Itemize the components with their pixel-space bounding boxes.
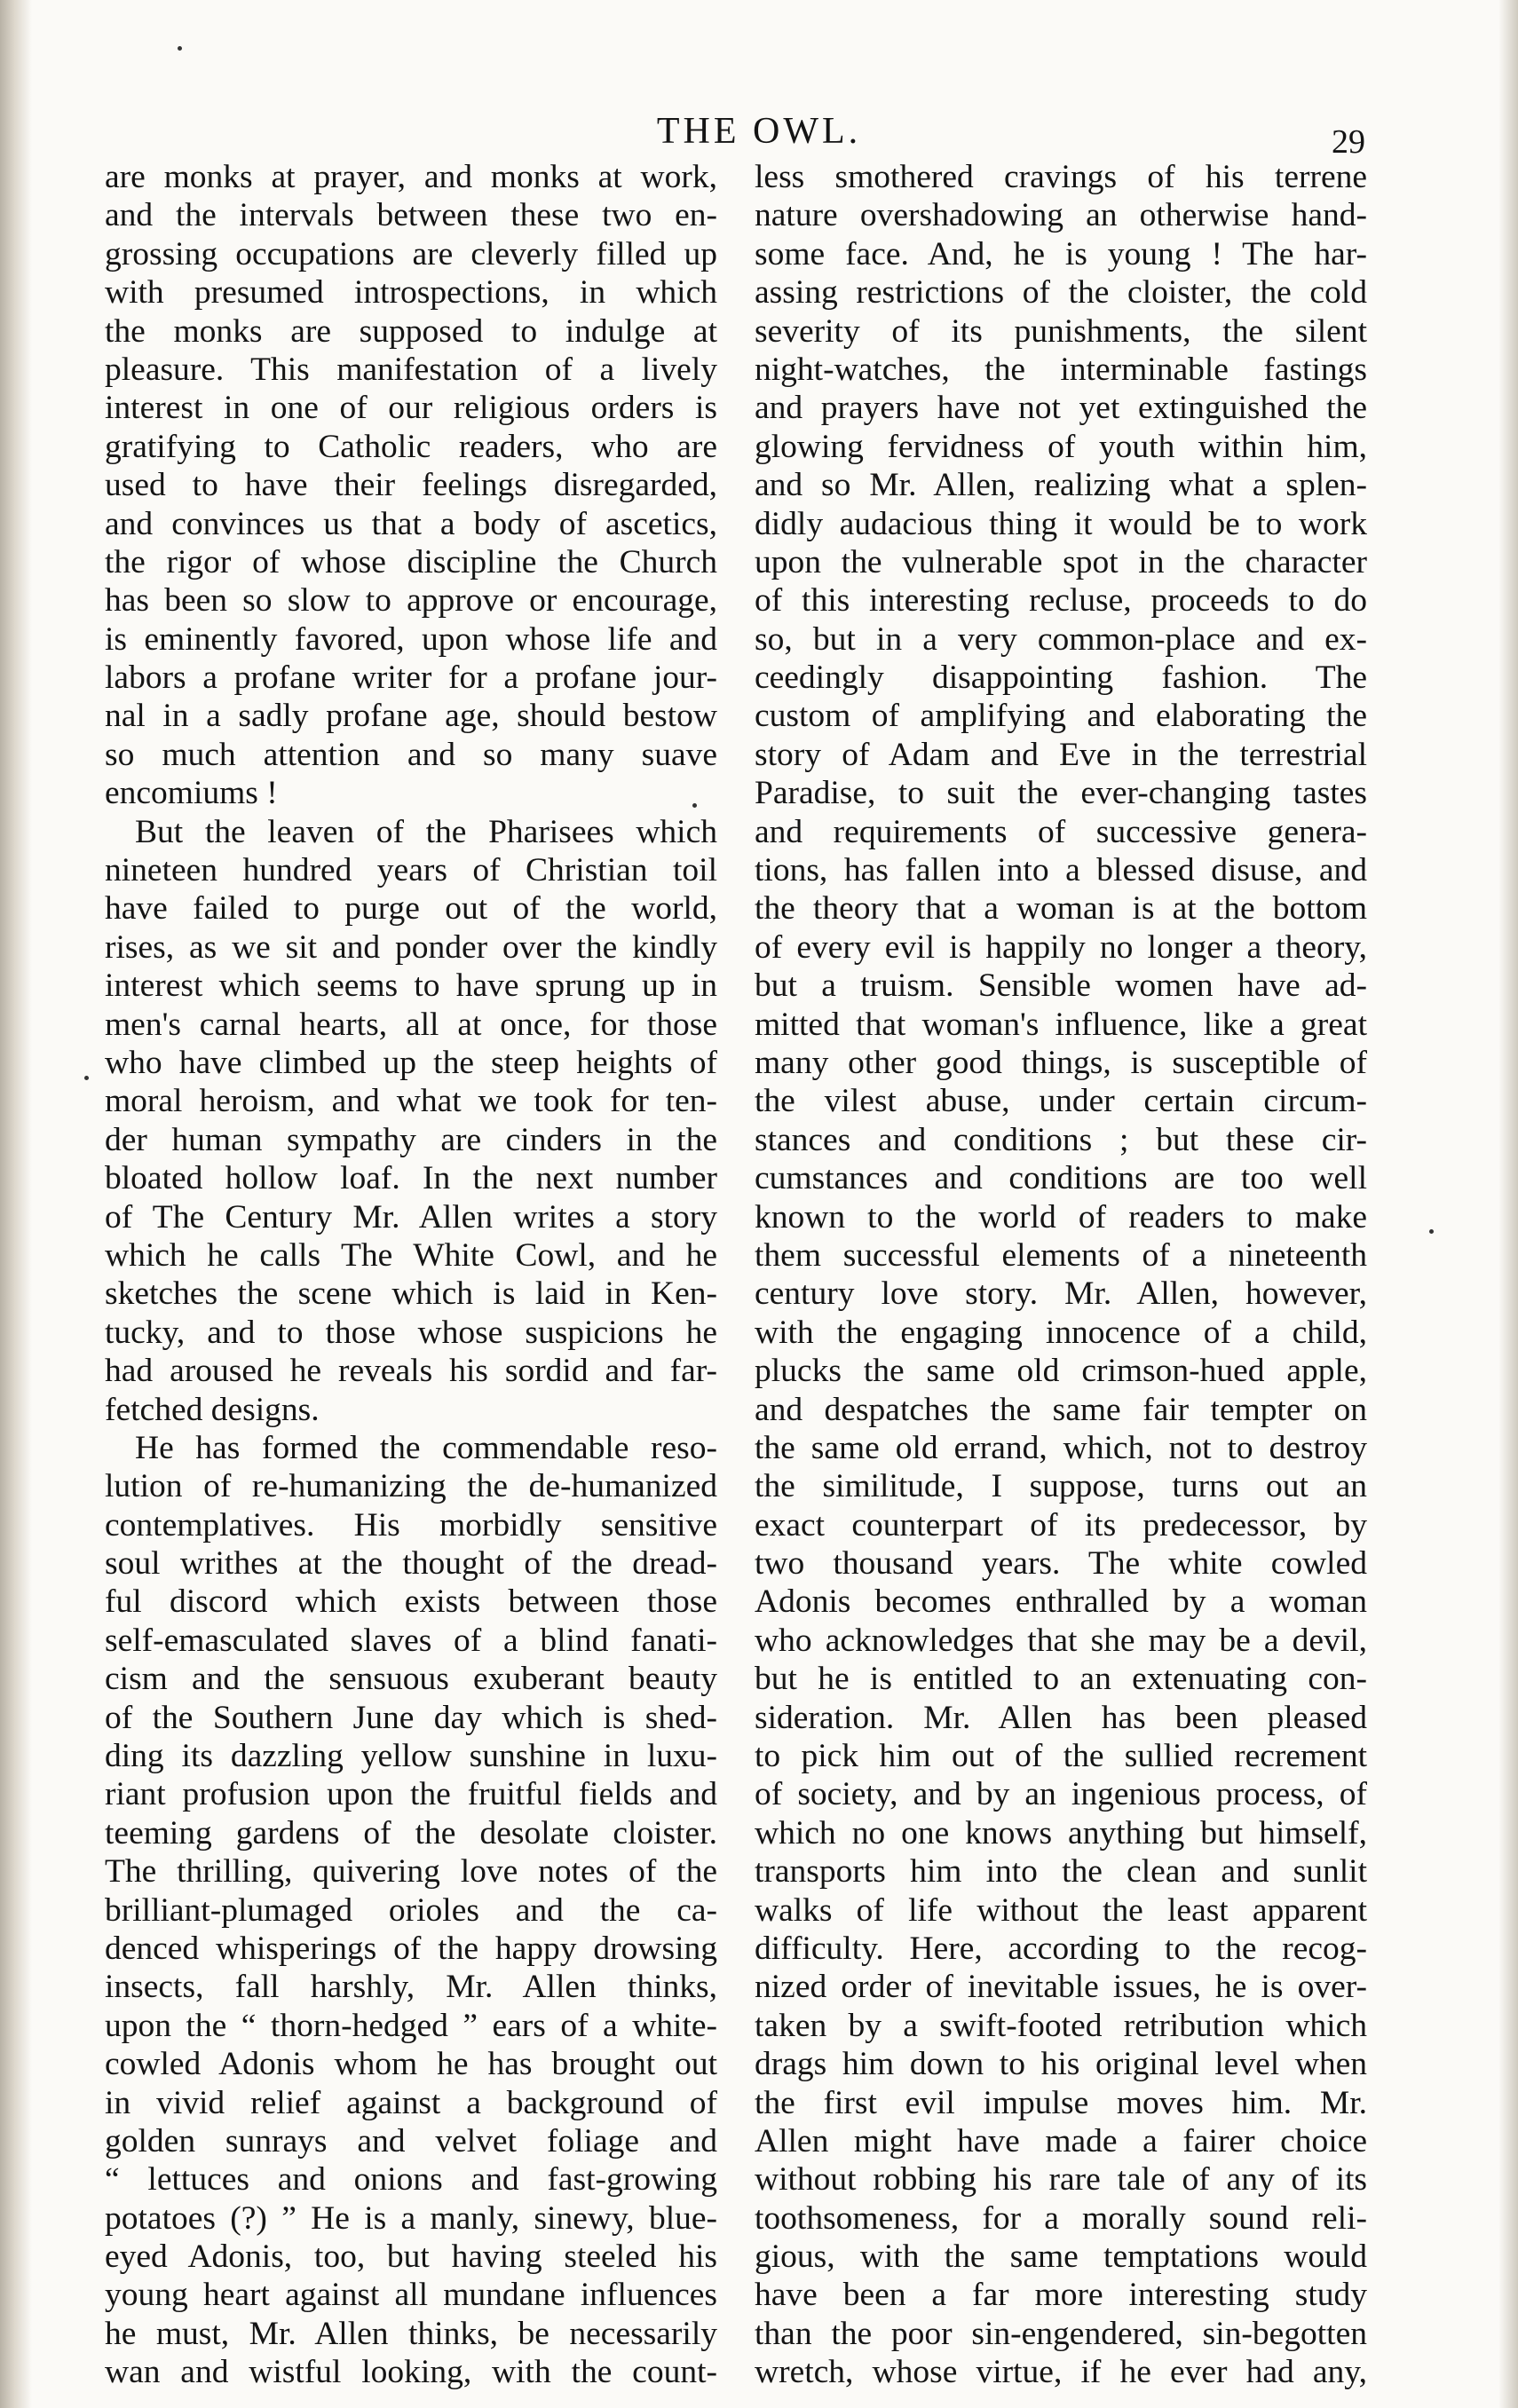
text-line: story of Adam and Eve in the terrestrial bbox=[755, 736, 1367, 773]
text-line: cism and the sensuous exuberant beauty bbox=[105, 1661, 717, 1698]
text-line: taken by a swift-footed retribution which bbox=[755, 2007, 1367, 2044]
text-line: young heart against all mundane influences bbox=[105, 2277, 717, 2314]
text-line: upon the “ thorn-hedged ” ears of a white- bbox=[105, 2007, 717, 2044]
page-edge-shadow bbox=[1498, 0, 1518, 2408]
text-line: assing restrictions of the cloister, the cold bbox=[755, 274, 1367, 312]
text-line: the vilest abuse, under certain circum- bbox=[755, 1083, 1367, 1120]
text-line: custom of amplifying and elaborating the bbox=[755, 698, 1367, 735]
text-line: glowing fervidness of youth within him, bbox=[755, 428, 1367, 465]
text-line: nature overshadowing an otherwise hand- bbox=[755, 197, 1367, 234]
text-line: labors a profane writer for a profane jour- bbox=[105, 659, 717, 697]
text-line: many other good things, is susceptible of bbox=[755, 1044, 1367, 1081]
text-line: of The Century Mr. Allen writes a story bbox=[105, 1198, 717, 1236]
text-line: some face. And, he is young ! The har- bbox=[755, 235, 1367, 272]
text-line: he must, Mr. Allen thinks, be necessarily bbox=[105, 2315, 717, 2352]
text-line: He has formed the commendable reso- bbox=[135, 1429, 717, 1466]
text-line: the theory that a woman is at the bottom bbox=[755, 890, 1367, 928]
text-line: wan and wistful looking, with the count- bbox=[105, 2354, 717, 2391]
text-line: night-watches, the interminable fastings bbox=[755, 351, 1367, 388]
text-line: two thousand years. The white cowled bbox=[755, 1545, 1367, 1583]
text-line: plucks the same old crimson-hued apple, bbox=[755, 1353, 1367, 1390]
text-line: so, but in a very common-place and ex- bbox=[755, 620, 1367, 658]
text-line: but he is entitled to an extenuating con- bbox=[755, 1661, 1367, 1698]
text-line: contemplatives. His morbidly sensitive bbox=[105, 1506, 717, 1543]
text-line: gious, with the same temptations would bbox=[755, 2238, 1367, 2276]
ink-speck bbox=[84, 1076, 89, 1080]
text-line: transports him into the clean and sunlit bbox=[755, 1853, 1367, 1891]
text-line: than the poor sin-engendered, sin-begotten bbox=[755, 2315, 1367, 2352]
text-line: But the leaven of the Pharisees which bbox=[135, 813, 717, 850]
text-line: the first evil impulse moves him. Mr. bbox=[755, 2084, 1367, 2121]
text-line: severity of its punishments, the silent bbox=[755, 312, 1367, 350]
text-line: the monks are supposed to indulge at bbox=[105, 312, 717, 350]
text-line: grossing occupations are cleverly filled up bbox=[105, 235, 717, 272]
text-line: drags him down to his original level when bbox=[755, 2046, 1367, 2083]
text-line: exact counterpart of its predecessor, by bbox=[755, 1506, 1367, 1543]
text-line: are monks at prayer, and monks at work, bbox=[105, 159, 717, 195]
text-line: cumstances and conditions are too well bbox=[755, 1160, 1367, 1197]
text-line: upon the vulnerable spot in the character bbox=[755, 543, 1367, 580]
text-line: have been a far more interesting study bbox=[755, 2277, 1367, 2314]
text-line: toothsomeness, for a morally sound reli- bbox=[755, 2199, 1367, 2237]
text-line: the same old errand, which, not to destroy bbox=[755, 1429, 1367, 1466]
text-line: fetched designs. bbox=[105, 1391, 320, 1428]
text-line: difficulty. Here, according to the recog- bbox=[755, 1930, 1367, 1967]
text-line: cowled Adonis whom he has brought out bbox=[105, 2046, 717, 2083]
text-line: interest in one of our religious orders is bbox=[105, 390, 717, 427]
text-line: potatoes (?) ” He is a manly, sinewy, blue- bbox=[105, 2199, 717, 2237]
text-line: men's carnal hearts, all at once, for those bbox=[105, 1006, 717, 1043]
text-line: with presumed introspections, in which bbox=[105, 274, 717, 312]
text-line: with the engaging innocence of a child, bbox=[755, 1314, 1367, 1351]
text-line: riant profusion upon the fruitful fields and bbox=[105, 1776, 717, 1813]
text-line: the similitude, I suppose, turns out an bbox=[755, 1468, 1367, 1505]
text-line: eyed Adonis, too, but having steeled his bbox=[105, 2238, 717, 2276]
text-line: pleasure. This manifestation of a lively bbox=[105, 351, 717, 388]
text-line: nineteen hundred years of Christian toil bbox=[105, 852, 717, 889]
text-line: and despatches the same fair tempter on bbox=[755, 1391, 1367, 1428]
text-line: denced whisperings of the happy drowsing bbox=[105, 1930, 717, 1967]
text-line: ceedingly disappointing fashion. The bbox=[755, 659, 1367, 697]
ink-speck bbox=[1429, 1229, 1434, 1234]
text-line: and prayers have not yet extinguished the bbox=[755, 390, 1367, 427]
text-line: used to have their feelings disregarded, bbox=[105, 467, 717, 504]
text-line: mitted that woman's influence, like a great bbox=[755, 1006, 1367, 1043]
text-line: insects, fall harshly, Mr. Allen thinks, bbox=[105, 1969, 717, 2006]
text-line: bloated hollow loaf. In the next number bbox=[105, 1160, 717, 1197]
text-line: The thrilling, quivering love notes of the bbox=[105, 1853, 717, 1891]
text-line: known to the world of readers to make bbox=[755, 1198, 1367, 1236]
page-number: 29 bbox=[1332, 123, 1365, 161]
text-line: and the intervals between these two en- bbox=[105, 197, 717, 234]
right-column bbox=[755, 158, 1367, 2392]
text-line: and convinces us that a body of ascetics, bbox=[105, 505, 717, 542]
text-line: stances and conditions ; but these cir- bbox=[755, 1121, 1367, 1158]
text-line: who acknowledges that she may be a devil, bbox=[755, 1622, 1367, 1659]
text-line: sketches the scene which is laid in Ken- bbox=[105, 1275, 717, 1313]
text-line: which no one knows anything but himself, bbox=[755, 1814, 1367, 1851]
text-line: have failed to purge out of the world, bbox=[105, 890, 717, 928]
text-line: ful discord which exists between those bbox=[105, 1583, 717, 1621]
text-line: less smothered cravings of his terrene bbox=[755, 159, 1367, 195]
text-line: rises, as we sit and ponder over the kindly bbox=[105, 928, 717, 966]
text-line: encomiums ! bbox=[105, 775, 278, 812]
text-line: tucky, and to those whose suspicions he bbox=[105, 1314, 717, 1351]
text-line: teeming gardens of the desolate cloister. bbox=[105, 1814, 717, 1851]
text-line: self-emasculated slaves of a blind fanati- bbox=[105, 1622, 717, 1659]
binding-shadow bbox=[0, 0, 32, 2408]
text-line: sideration. Mr. Allen has been pleased bbox=[755, 1699, 1367, 1736]
text-line: and requirements of successive genera- bbox=[755, 813, 1367, 850]
text-line: lution of re-humanizing the de-humanized bbox=[105, 1468, 717, 1505]
text-line: gratifying to Catholic readers, who are bbox=[105, 428, 717, 465]
text-line: der human sympathy are cinders in the bbox=[105, 1121, 717, 1158]
text-line: but a truism. Sensible women have ad- bbox=[755, 967, 1367, 1005]
text-line: interest which seems to have sprung up in bbox=[105, 967, 717, 1005]
text-line: golden sunrays and velvet foliage and bbox=[105, 2122, 717, 2159]
text-line: is eminently favored, upon whose life and bbox=[105, 620, 717, 658]
text-line: who have climbed up the steep heights of bbox=[105, 1044, 717, 1081]
text-line: Adonis becomes enthralled by a woman bbox=[755, 1583, 1367, 1621]
text-line: of the Southern June day which is shed- bbox=[105, 1699, 717, 1736]
text-line: the rigor of whose discipline the Church bbox=[105, 543, 717, 580]
text-line: them successful elements of a nineteenth bbox=[755, 1236, 1367, 1274]
text-line: of every evil is happily no longer a theory, bbox=[755, 928, 1367, 966]
text-line: tions, has fallen into a blessed disuse, and bbox=[755, 852, 1367, 889]
text-line: wretch, whose virtue, if he ever had any, bbox=[755, 2354, 1367, 2391]
text-line: of society, and by an ingenious process, of bbox=[755, 1776, 1367, 1813]
ink-speck bbox=[178, 46, 182, 51]
text-line: century love story. Mr. Allen, however, bbox=[755, 1275, 1367, 1313]
text-line: in vivid relief against a background of bbox=[105, 2084, 717, 2121]
text-line: so much attention and so many suave bbox=[105, 736, 717, 773]
text-line: walks of life without the least apparent bbox=[755, 1891, 1367, 1929]
text-line: moral heroism, and what we took for ten- bbox=[105, 1083, 717, 1120]
text-line: nized order of inevitable issues, he is over- bbox=[755, 1969, 1367, 2006]
left-column bbox=[105, 158, 717, 2392]
text-line: which he calls The White Cowl, and he bbox=[105, 1236, 717, 1274]
text-line: and so Mr. Allen, realizing what a splen- bbox=[755, 467, 1367, 504]
text-line: Paradise, to suit the ever-changing tastes bbox=[755, 775, 1367, 812]
text-line: “ lettuces and onions and fast-growing bbox=[105, 2161, 717, 2199]
text-line: has been so slow to approve or encourage, bbox=[105, 582, 717, 620]
text-line: ding its dazzling yellow sunshine in luxu- bbox=[105, 1738, 717, 1775]
text-line: soul writhes at the thought of the dread- bbox=[105, 1545, 717, 1583]
text-line: nal in a sadly profane age, should bestow bbox=[105, 698, 717, 735]
text-line: brilliant-plumaged orioles and the ca- bbox=[105, 1891, 717, 1929]
text-line: didly audacious thing it would be to work bbox=[755, 505, 1367, 542]
text-line: Allen might have made a fairer choice bbox=[755, 2122, 1367, 2159]
text-line: without robbing his rare tale of any of its bbox=[755, 2161, 1367, 2199]
running-head: THE OWL. bbox=[656, 111, 862, 152]
text-line: of this interesting recluse, proceeds to do bbox=[755, 582, 1367, 620]
text-line: had aroused he reveals his sordid and far- bbox=[105, 1353, 717, 1390]
text-line: to pick him out of the sullied recrement bbox=[755, 1738, 1367, 1775]
